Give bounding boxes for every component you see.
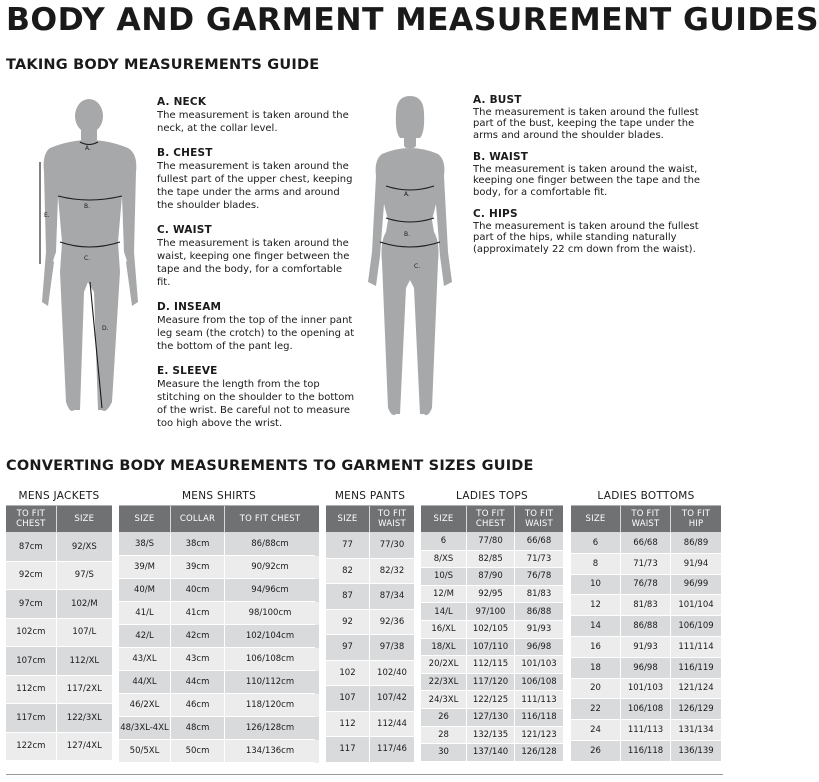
table-cell: 132/135 — [467, 727, 515, 745]
table-cell: 91/93 — [621, 637, 671, 658]
table-cell: 126/129 — [671, 699, 721, 720]
table-row — [119, 694, 319, 717]
table-cell: 28 — [421, 727, 467, 745]
table-cell: 97cm — [6, 590, 57, 619]
table-cell: 112 — [326, 712, 370, 738]
table-cell: 18 — [571, 658, 621, 679]
table-header — [119, 505, 319, 533]
table-title: MENS PANTS — [334, 490, 406, 502]
table-title: MENS SHIRTS — [181, 490, 257, 502]
table-row — [119, 648, 319, 671]
table-cell: 127/4XL — [57, 733, 112, 762]
table-cell: 82 — [326, 559, 370, 585]
table-cell: 112cm — [6, 676, 57, 705]
table-cell: 106/108 — [515, 674, 563, 692]
table-cell: 102/M — [57, 590, 112, 619]
table-row — [571, 637, 721, 658]
man-label-e: E. — [44, 212, 50, 219]
table-cell: 97 — [326, 635, 370, 661]
table-cell: 24 — [571, 720, 621, 741]
table-row — [119, 717, 319, 740]
garment-sizes-heading: CONVERTING BODY MEASUREMENTS TO GARMENT SIZES GUIDE — [6, 458, 534, 474]
woman-label-a: A. — [404, 191, 410, 198]
column-header: TO FIT WAIST — [524, 509, 554, 529]
table-cell: 22/3XL — [421, 674, 467, 692]
hips-measurement: C. HIPS The measurement is taken around the fullest part of the hips, while standing naturally (approximately 22 cm down from the waist). — [473, 208, 699, 255]
table-cell: 107/110 — [467, 639, 515, 657]
column-header: SIZE — [74, 514, 95, 524]
table-cell: 96/98 — [621, 658, 671, 679]
table-cell: 41cm — [171, 602, 225, 625]
table-cell: 96/99 — [671, 575, 721, 596]
table-cell: 44cm — [171, 671, 225, 694]
table-cell: 126/128 — [515, 744, 563, 762]
neck-measurement: A. NECK The measurement is taken around the neck, at the collar level. — [157, 96, 349, 134]
chest-measurement: B. CHEST The measurement is taken around the fullest part of the upper chest, keeping the tape under the arms and around the shoulder blades. — [157, 147, 353, 211]
inseam-measurement: D. INSEAM Measure from the top of the inner pant leg seam (the crotch) to the opening at the bottom of the pant leg. — [157, 301, 355, 352]
table-row — [326, 635, 414, 661]
table-title: MENS JACKETS — [18, 490, 100, 502]
table-cell: 71/73 — [515, 551, 563, 569]
table-title: LADIES BOTTOMS — [597, 490, 695, 502]
table-cell: 26 — [421, 709, 467, 727]
table-cell: 97/100 — [467, 603, 515, 621]
male-body-figure — [22, 92, 162, 418]
male-measurements — [157, 96, 357, 442]
table-cell: 101/103 — [621, 679, 671, 700]
table-cell: 106/108cm — [225, 648, 315, 671]
table-cell: 121/124 — [671, 679, 721, 700]
table-title: LADIES TOPS — [455, 490, 529, 502]
column-header: SIZE — [326, 506, 370, 532]
table-cell: 112/115 — [467, 656, 515, 674]
table-row — [571, 679, 721, 700]
table-cell: 106/109 — [671, 616, 721, 637]
table-cell: 102/104cm — [225, 625, 315, 648]
table-cell: 91/94 — [671, 554, 721, 575]
table-cell: 112/44 — [370, 712, 414, 738]
table-cell: 87 — [326, 584, 370, 610]
woman-label-c: C. — [414, 263, 421, 270]
table-cell: 41/L — [119, 602, 171, 625]
table-row — [571, 741, 721, 762]
table-cell: 111/113 — [515, 691, 563, 709]
page-title: BODY AND GARMENT MEASUREMENT GUIDES — [6, 2, 819, 38]
table-cell: 91/93 — [515, 621, 563, 639]
table-row — [421, 691, 563, 709]
table-cell: 111/114 — [671, 637, 721, 658]
table-cell: 48cm — [171, 717, 225, 740]
table-cell: 50/5XL — [119, 740, 171, 763]
table-cell: 71/73 — [621, 554, 671, 575]
table-cell: 46cm — [171, 694, 225, 717]
table-cell: 81/83 — [621, 595, 671, 616]
table-cell: 22 — [571, 699, 621, 720]
female-measurements — [473, 95, 703, 266]
table-cell: 116/119 — [671, 658, 721, 679]
table-cell: 66/68 — [515, 533, 563, 551]
table-cell: 92cm — [6, 562, 57, 591]
woman-waist-measurement: B. WAIST The measurement is taken around the waist, keeping one finger between the tape and the body, for a comfortable fit. — [473, 151, 701, 198]
table-row — [421, 586, 563, 604]
table-row — [571, 658, 721, 679]
column-header: COLLAR — [171, 506, 225, 532]
table-cell: 77/30 — [370, 533, 414, 559]
table-row — [571, 533, 721, 554]
table-cell: 66/68 — [621, 533, 671, 554]
table-cell: 92/95 — [467, 586, 515, 604]
table-row — [119, 671, 319, 694]
table-row — [421, 551, 563, 569]
table-cell: 6 — [571, 533, 621, 554]
table-cell: 116/118 — [621, 741, 671, 762]
table-cell: 14/L — [421, 603, 467, 621]
column-header: TO FIT WAIST — [377, 509, 407, 529]
table-cell: 20 — [571, 679, 621, 700]
table-cell: 107cm — [6, 647, 57, 676]
table-row — [119, 740, 319, 763]
table-cell: 131/134 — [671, 720, 721, 741]
table-cell: 101/103 — [515, 656, 563, 674]
table-cell: 110/112cm — [225, 671, 315, 694]
table-cell: 117 — [326, 737, 370, 763]
table-row — [326, 559, 414, 585]
table-cell: 26 — [571, 741, 621, 762]
table-cell: 111/113 — [621, 720, 671, 741]
column-header: SIZE — [119, 506, 171, 532]
man-label-d: D. — [102, 325, 109, 332]
table-header — [6, 505, 112, 533]
table-cell: 117cm — [6, 704, 57, 733]
bust-measurement: A. BUST The measurement is taken around the fullest part of the bust, keeping the tape under the arms and around the shoulder blades. — [473, 94, 699, 141]
table-cell: 122/125 — [467, 691, 515, 709]
table-cell: 77 — [326, 533, 370, 559]
table-row — [6, 733, 112, 762]
table-row — [571, 595, 721, 616]
table-row — [571, 616, 721, 637]
table-row — [6, 533, 112, 562]
table-cell: 106/108 — [621, 699, 671, 720]
table-cell: 102/40 — [370, 661, 414, 687]
table-cell: 86/89 — [671, 533, 721, 554]
man-label-c: C. — [84, 255, 91, 262]
table-cell: 86/88cm — [225, 533, 315, 556]
table-row — [421, 621, 563, 639]
table-cell: 107 — [326, 686, 370, 712]
table-row — [421, 727, 563, 745]
table-row — [119, 556, 319, 579]
table-cell: 18/XL — [421, 639, 467, 657]
table-cell: 92 — [326, 610, 370, 636]
table-cell: 30 — [421, 744, 467, 762]
table-row — [119, 602, 319, 625]
table-cell: 118/120cm — [225, 694, 315, 717]
table-row — [119, 625, 319, 648]
table-cell: 8/XS — [421, 551, 467, 569]
table-cell: 102/105 — [467, 621, 515, 639]
table-cell: 82/85 — [467, 551, 515, 569]
table-cell: 90/92cm — [225, 556, 315, 579]
table-row — [6, 647, 112, 676]
table-cell: 39cm — [171, 556, 225, 579]
table-row — [571, 575, 721, 596]
table-cell: 96/98 — [515, 639, 563, 657]
column-header: SIZE — [421, 506, 467, 532]
table-cell: 116/118 — [515, 709, 563, 727]
table-row — [119, 579, 319, 602]
table-cell: 122/3XL — [57, 704, 112, 733]
table-cell: 24/3XL — [421, 691, 467, 709]
table-cell: 44/XL — [119, 671, 171, 694]
table-row — [571, 720, 721, 741]
table-cell: 87cm — [6, 533, 57, 562]
table-row — [571, 554, 721, 575]
table-cell: 82/32 — [370, 559, 414, 585]
table-cell: 10/S — [421, 568, 467, 586]
table-cell: 97/S — [57, 562, 112, 591]
table-cell: 112/XL — [57, 647, 112, 676]
table-cell: 117/2XL — [57, 676, 112, 705]
table-cell: 8 — [571, 554, 621, 575]
table-cell: 107/42 — [370, 686, 414, 712]
table-row — [6, 619, 112, 648]
column-header: TO FIT CHEST — [467, 506, 515, 532]
table-row — [421, 568, 563, 586]
table-cell: 98/100cm — [225, 602, 315, 625]
table-cell: 40cm — [171, 579, 225, 602]
table-cell: 121/123 — [515, 727, 563, 745]
table-cell: 87/90 — [467, 568, 515, 586]
table-cell: 39/M — [119, 556, 171, 579]
table-cell: 42/L — [119, 625, 171, 648]
column-header: TO FIT HIP — [681, 509, 711, 529]
table-cell: 42cm — [171, 625, 225, 648]
man-label-a: A. — [85, 145, 91, 152]
table-cell: 86/88 — [621, 616, 671, 637]
table-cell: 86/88 — [515, 603, 563, 621]
column-header: TO FIT CHEST — [239, 514, 301, 524]
table-cell: 126/128cm — [225, 717, 315, 740]
column-header: SIZE — [571, 506, 621, 532]
table-cell: 16 — [571, 637, 621, 658]
bottom-divider — [6, 774, 723, 775]
table-cell: 107/L — [57, 619, 112, 648]
table-row — [326, 584, 414, 610]
table-cell: 76/78 — [621, 575, 671, 596]
table-cell: 136/139 — [671, 741, 721, 762]
table-row — [6, 704, 112, 733]
table-cell: 46/2XL — [119, 694, 171, 717]
table-cell: 117/46 — [370, 737, 414, 763]
table-header — [421, 505, 563, 533]
table-cell: 14 — [571, 616, 621, 637]
table-row — [6, 562, 112, 591]
table-cell: 87/34 — [370, 584, 414, 610]
table-row — [119, 533, 319, 556]
table-cell: 81/83 — [515, 586, 563, 604]
column-header: TO FIT WAIST — [621, 506, 671, 532]
table-cell: 48/3XL-4XL — [119, 717, 171, 740]
table-cell: 76/78 — [515, 568, 563, 586]
table-row — [6, 676, 112, 705]
table-row — [326, 610, 414, 636]
female-body-figure — [360, 92, 460, 422]
table-cell: 127/130 — [467, 709, 515, 727]
waist-measurement: C. WAIST The measurement is taken around the waist, keeping one finger between the tape and the body, for a comfortable fit. — [157, 224, 350, 288]
sleeve-measurement: E. SLEEVE Measure the length from the top stitching on the shoulder to the bottom of the wrist. Be careful not to measure too high above the wrist. — [157, 365, 355, 429]
table-cell: 101/104 — [671, 595, 721, 616]
table-header — [326, 505, 414, 533]
table-cell: 16/XL — [421, 621, 467, 639]
table-row — [571, 699, 721, 720]
table-cell: 122cm — [6, 733, 57, 762]
table-cell: 20/2XL — [421, 656, 467, 674]
table-cell: 38/S — [119, 533, 171, 556]
table-cell: 94/96cm — [225, 579, 315, 602]
table-row — [421, 533, 563, 551]
table-cell: 77/80 — [467, 533, 515, 551]
table-cell: 102cm — [6, 619, 57, 648]
table-row — [421, 709, 563, 727]
table-row — [326, 712, 414, 738]
table-cell: 12/M — [421, 586, 467, 604]
table-cell: 43cm — [171, 648, 225, 671]
table-row — [421, 603, 563, 621]
table-cell: 92/36 — [370, 610, 414, 636]
column-header: TO FIT CHEST — [6, 506, 57, 532]
table-header — [571, 505, 721, 533]
woman-label-b: B. — [404, 231, 411, 238]
table-row — [6, 590, 112, 619]
table-row — [421, 674, 563, 692]
table-cell: 134/136cm — [225, 740, 315, 763]
table-cell: 92/XS — [57, 533, 112, 562]
table-cell: 38cm — [171, 533, 225, 556]
table-row — [421, 656, 563, 674]
table-cell: 102 — [326, 661, 370, 687]
table-cell: 40/M — [119, 579, 171, 602]
table-cell: 43/XL — [119, 648, 171, 671]
table-cell: 12 — [571, 595, 621, 616]
table-row — [421, 744, 563, 762]
table-row — [326, 737, 414, 763]
table-cell: 97/38 — [370, 635, 414, 661]
table-cell: 137/140 — [467, 744, 515, 762]
body-measurements-heading: TAKING BODY MEASUREMENTS GUIDE — [6, 57, 320, 73]
man-label-b: B. — [84, 203, 91, 210]
table-row — [326, 686, 414, 712]
table-row — [326, 661, 414, 687]
table-row — [421, 639, 563, 657]
table-cell: 50cm — [171, 740, 225, 763]
table-cell: 10 — [571, 575, 621, 596]
table-cell: 117/120 — [467, 674, 515, 692]
table-row — [326, 533, 414, 559]
table-cell: 6 — [421, 533, 467, 551]
